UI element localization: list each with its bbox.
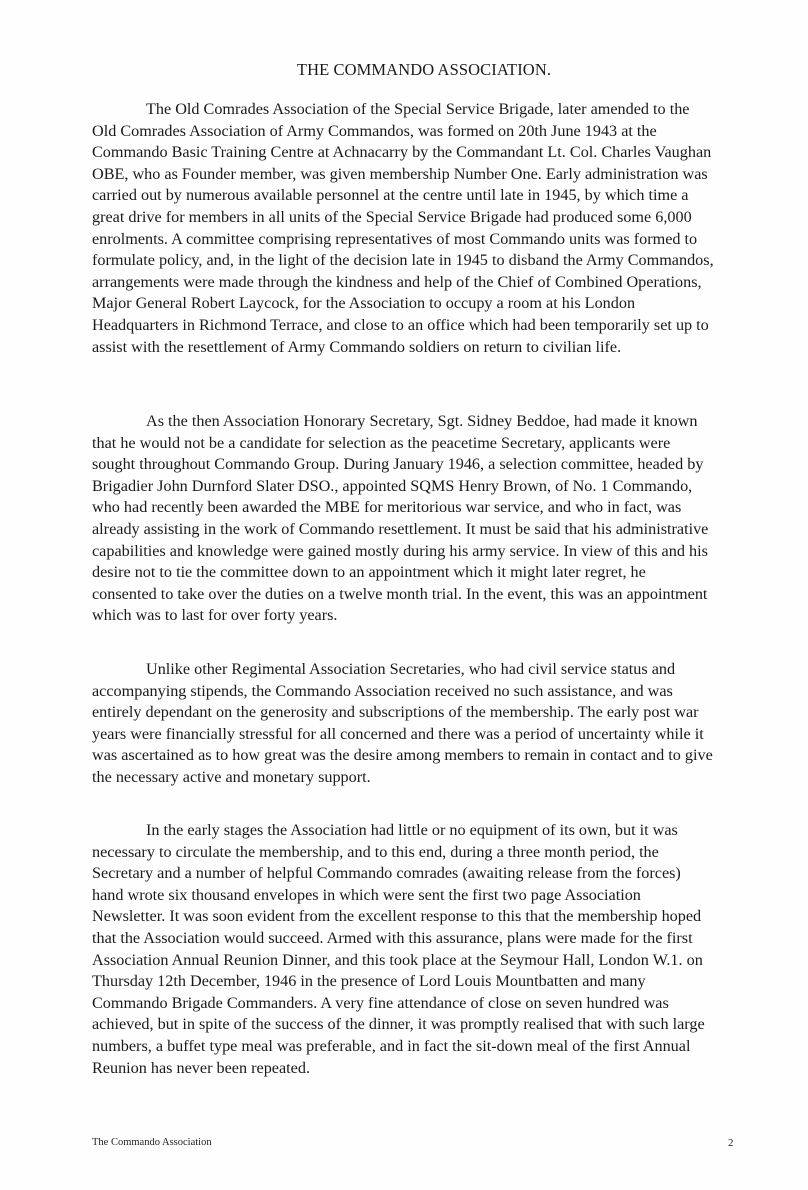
footer-publication-name: The Commando Association (92, 1137, 212, 1148)
paragraph-3: Unlike other Regimental Association Secretaries, who had civil service status and accompanying stipends, the Commando Association received no such assistance, and was entirely dependant on the generosity and subscriptions of the membership. The early post war years were financially stressful for all concerned and there was a period of uncertainty while it was ascertained as to how great was the desire among members to remain in contact and to give the necessary active and monetary support. (92, 660, 713, 786)
footer-page-number: 2 (728, 1137, 734, 1149)
paragraph-1: The Old Comrades Association of the Special Service Brigade, later amended to the Old Comrades Association of Army Commandos, was formed on 20th June 1943 at the Commando Basic Training Centre at Achnacarry by the Commandant Lt. Col. Charles Vaughan OBE, who as Founder member, was given membership Number One. Early administration was carried out by numerous available personnel at the centre until late in 1945, by which time a great drive for members in all units of the Special Service Brigade had produced some 6,000 enrolments. A committee comprising representatives of most Commando units was formed to formulate policy, and, in the light of the decision late in 1945 to disband the Army Commandos, arrangements were made through the kindness and help of the Chief of Combined Operations, Major General Robert Laycock, for the Association to occupy a room at his London Headquarters in Richmond Terrace, and close to an office which had been temporarily set up to assist with the resettlement of Army Commando soldiers on return to civilian life. (92, 100, 714, 356)
paragraph-4: In the early stages the Association had little or no equipment of its own, but it was necessary to circulate the membership, and to this end, during a three month period, the Secretary and a number of helpful Commando comrades (awaiting release from the forces) hand wrote six thousand envelopes in which were sent the first two page Association Newsletter. It was soon evident from the excellent response to this that the membership hoped that the Association would succeed. Armed with this assurance, plans were made for the first Association Annual Reunion Dinner, and this took place at the Seymour Hall, London W.1. on Thursday 12th December, 1946 in the presence of Lord Louis Mountbatten and many Commando Brigade Commanders. A very fine attendance of close on seven hundred was achieved, but in spite of the success of the dinner, it was promptly realised that with such large numbers, a buffet type meal was preferable, and in fact the sit-down meal of the first Annual Reunion has never been repeated. (92, 821, 705, 1077)
page-title: THE COMMANDO ASSOCIATION. (296, 60, 552, 79)
paragraph-2: As the then Association Honorary Secretary, Sgt. Sidney Beddoe, had made it known that he would not be a candidate for selection as the peacetime Secretary, applicants were sought throughout Commando Group. During January 1946, a selection committee, headed by Brigadier John Durnford Slater DSO., appointed SQMS Henry Brown, of No. 1 Commando, who had recently been awarded the MBE for meritorious war service, and who in fact, was already assisting in the work of Commando resettlement. It must be said that his administrative capabilities and knowledge were gained mostly during his army service. In view of this and his desire not to tie the committee down to an appointment which it might later regret, he consented to take over the duties on a twelve month trial. In the event, this was an appointment which was to last for over forty years. (92, 412, 709, 625)
